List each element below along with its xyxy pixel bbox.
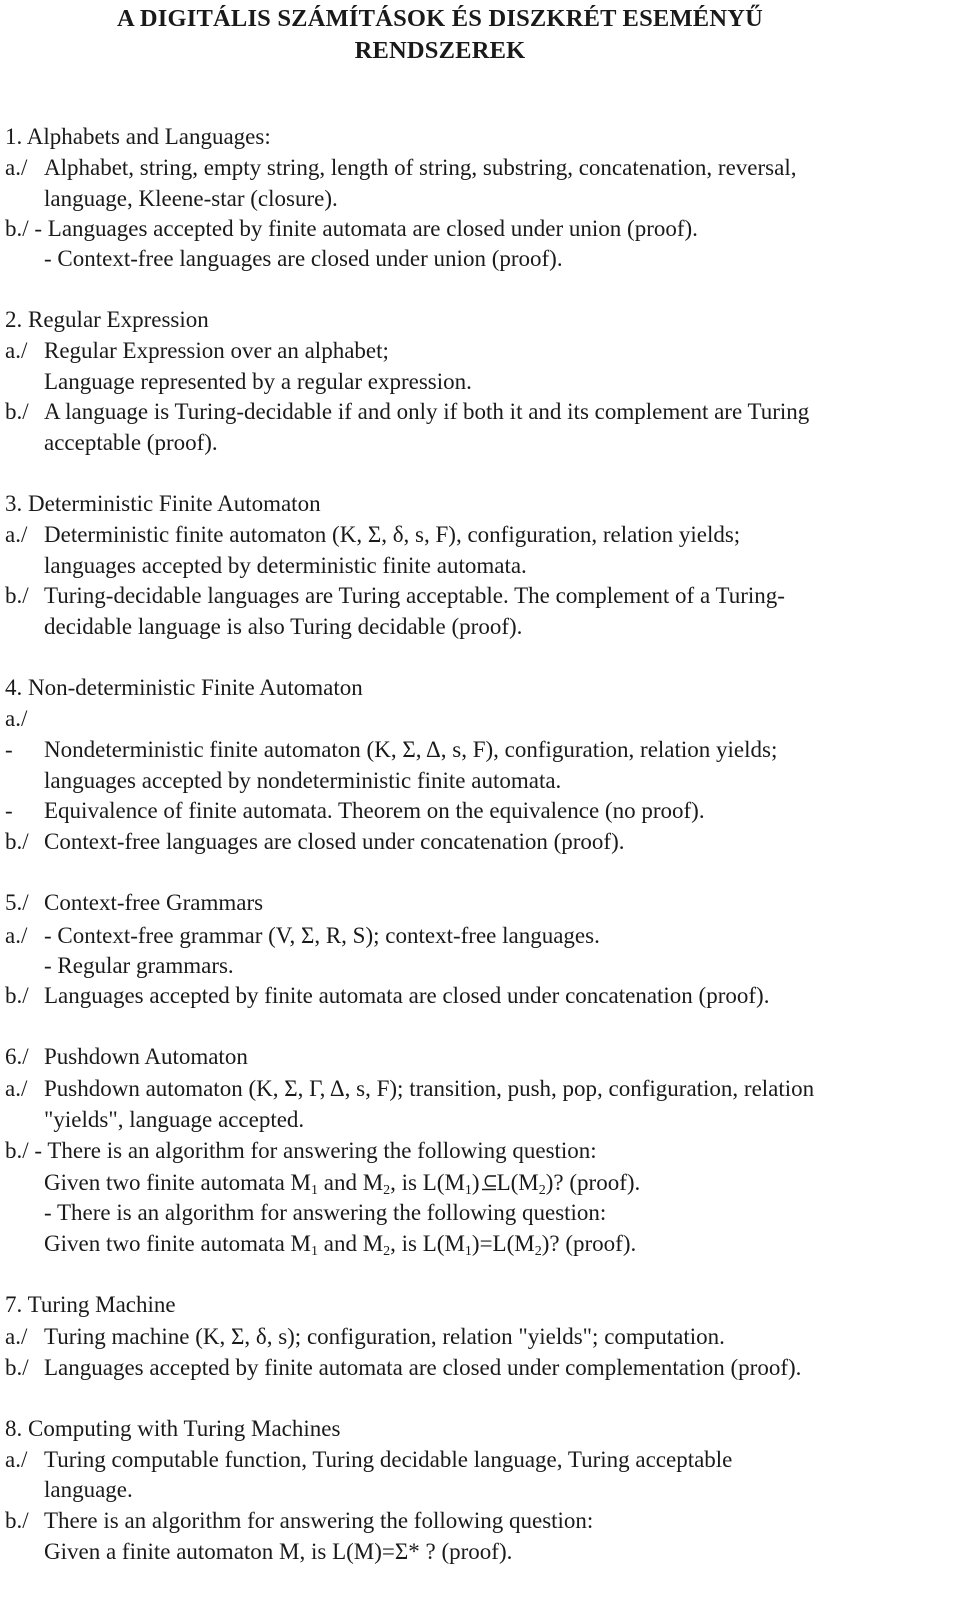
q-text: Given two finite automata M <box>44 1170 311 1195</box>
heading-text: 8. Computing with Turing Machines <box>5 1416 341 1441</box>
q-text: and M <box>318 1170 384 1195</box>
item-label: b./ <box>5 829 29 854</box>
item-text: Turing computable function, Turing decidable language, Turing acceptable <box>44 1447 733 1472</box>
item-label: b./ <box>5 1355 29 1380</box>
item-label: 6./ <box>5 1044 29 1069</box>
heading-text: 7. Turing Machine <box>5 1292 176 1317</box>
item-text: - There is an algorithm for answering the following question: <box>44 1200 607 1225</box>
item-label: a./ <box>5 1447 28 1472</box>
item-text: There is an algorithm for answering the following question: <box>44 1508 594 1533</box>
subscript: 2 <box>383 1244 391 1259</box>
q-text: , is L(M <box>390 1170 465 1195</box>
bullet-dash: - <box>5 737 13 762</box>
heading-text: Context-free Grammars <box>44 890 264 915</box>
heading-text: 4. Non-deterministic Finite Automaton <box>5 675 363 700</box>
item-label: a./ <box>5 338 28 363</box>
item-text: b./ - There is an algorithm for answering the following question: <box>5 1138 597 1163</box>
q-text: , is L(M <box>390 1231 465 1256</box>
item-text: Context-free languages are closed under concatenation (proof). <box>44 829 625 854</box>
heading-text: 2. Regular Expression <box>5 307 209 332</box>
item-text: language, Kleene-star (closure). <box>44 186 338 211</box>
item-label: a./ <box>5 1076 28 1101</box>
item-text: b./ - Languages accepted by finite automata are closed under union (proof). <box>5 216 698 241</box>
q-text: L(M <box>496 1170 539 1195</box>
item-label: a./ <box>5 155 28 180</box>
item-text: languages accepted by deterministic finite automata. <box>44 553 527 578</box>
q-text: and M <box>318 1231 384 1256</box>
item-text: - Context-free languages are closed under union (proof). <box>44 246 563 271</box>
subscript: 2 <box>383 1183 391 1198</box>
item-text: Given a finite automaton M, is L(M)=Σ* ? (proof). <box>44 1539 513 1564</box>
question-subset <box>44 1167 640 1198</box>
item-text: Pushdown automaton (K, Σ, Γ, Δ, s, F); transition, push, pop, configuration, relation <box>44 1076 815 1101</box>
q-text: Given two finite automata M <box>44 1231 311 1256</box>
item-text: Alphabet, string, empty string, length of string, substring, concatenation, reversal, <box>44 155 797 180</box>
item-label: a./ <box>5 522 28 547</box>
q-text: )? (proof). <box>545 1170 641 1195</box>
item-text: Regular Expression over an alphabet; <box>44 338 389 363</box>
item-label: b./ <box>5 1508 29 1533</box>
subscript: 2 <box>538 1183 546 1198</box>
item-text: Language represented by a regular expression. <box>44 369 472 394</box>
item-text: Deterministic finite automaton (K, Σ, δ, s, F), configuration, relation yields; <box>44 522 741 547</box>
q-text: )? (proof). <box>541 1231 637 1256</box>
item-label: a./ <box>5 1324 28 1349</box>
title-line-1: A DIGITÁLIS SZÁMÍTÁSOK ÉS DISZKRÉT ESEMÉNYŰ <box>116 5 764 32</box>
item-label: b./ <box>5 983 29 1008</box>
heading-text: 3. Deterministic Finite Automaton <box>5 491 321 516</box>
subscript: 1 <box>311 1183 318 1198</box>
q-text: )=L(M <box>471 1231 535 1256</box>
item-label: b./ <box>5 583 29 608</box>
heading-text: Pushdown Automaton <box>44 1044 248 1069</box>
subscript: 1 <box>464 1244 472 1259</box>
item-text: decidable language is also Turing decidable (proof). <box>44 614 523 639</box>
item-label: a./ <box>5 923 28 948</box>
q-text: ) <box>471 1170 480 1195</box>
item-text: - Regular grammars. <box>44 953 234 978</box>
item-text: Languages accepted by finite automata are closed under complementation (proof). <box>44 1355 802 1380</box>
subscript: 1 <box>464 1183 472 1198</box>
item-label: 5./ <box>5 890 29 915</box>
item-label: a./ <box>5 706 28 731</box>
document-title <box>60 3 820 67</box>
item-text: languages accepted by nondeterministic finite automata. <box>44 768 562 793</box>
item-text: Languages accepted by finite automata are closed under concatenation (proof). <box>44 983 770 1008</box>
item-text: "yields", language accepted. <box>44 1107 305 1132</box>
item-text: Turing machine (K, Σ, δ, s); configuration, relation "yields"; computation. <box>44 1324 725 1349</box>
heading-text: 1. Alphabets and Languages: <box>5 124 271 149</box>
subscript: 2 <box>534 1244 542 1259</box>
item-text: Equivalence of finite automata. Theorem on the equivalence (no proof). <box>44 798 705 823</box>
item-text: Nondeterministic finite automaton (K, Σ, Δ, s, F), configuration, relation yields; <box>44 737 778 762</box>
item-text: acceptable (proof). <box>44 430 218 455</box>
subset-icon <box>480 1175 497 1191</box>
bullet-dash: - <box>5 798 13 823</box>
title-line-2: RENDSZEREK <box>354 37 526 64</box>
question-equality <box>44 1228 636 1259</box>
item-label: b./ <box>5 399 29 424</box>
item-text: A language is Turing-decidable if and only if both it and its complement are Turing <box>44 399 810 424</box>
item-text: language. <box>44 1477 133 1502</box>
item-text: Turing-decidable languages are Turing acceptable. The complement of a Turing- <box>44 583 785 608</box>
item-text: - Context-free grammar (V, Σ, R, S); context-free languages. <box>44 923 600 948</box>
subscript: 1 <box>311 1244 318 1259</box>
